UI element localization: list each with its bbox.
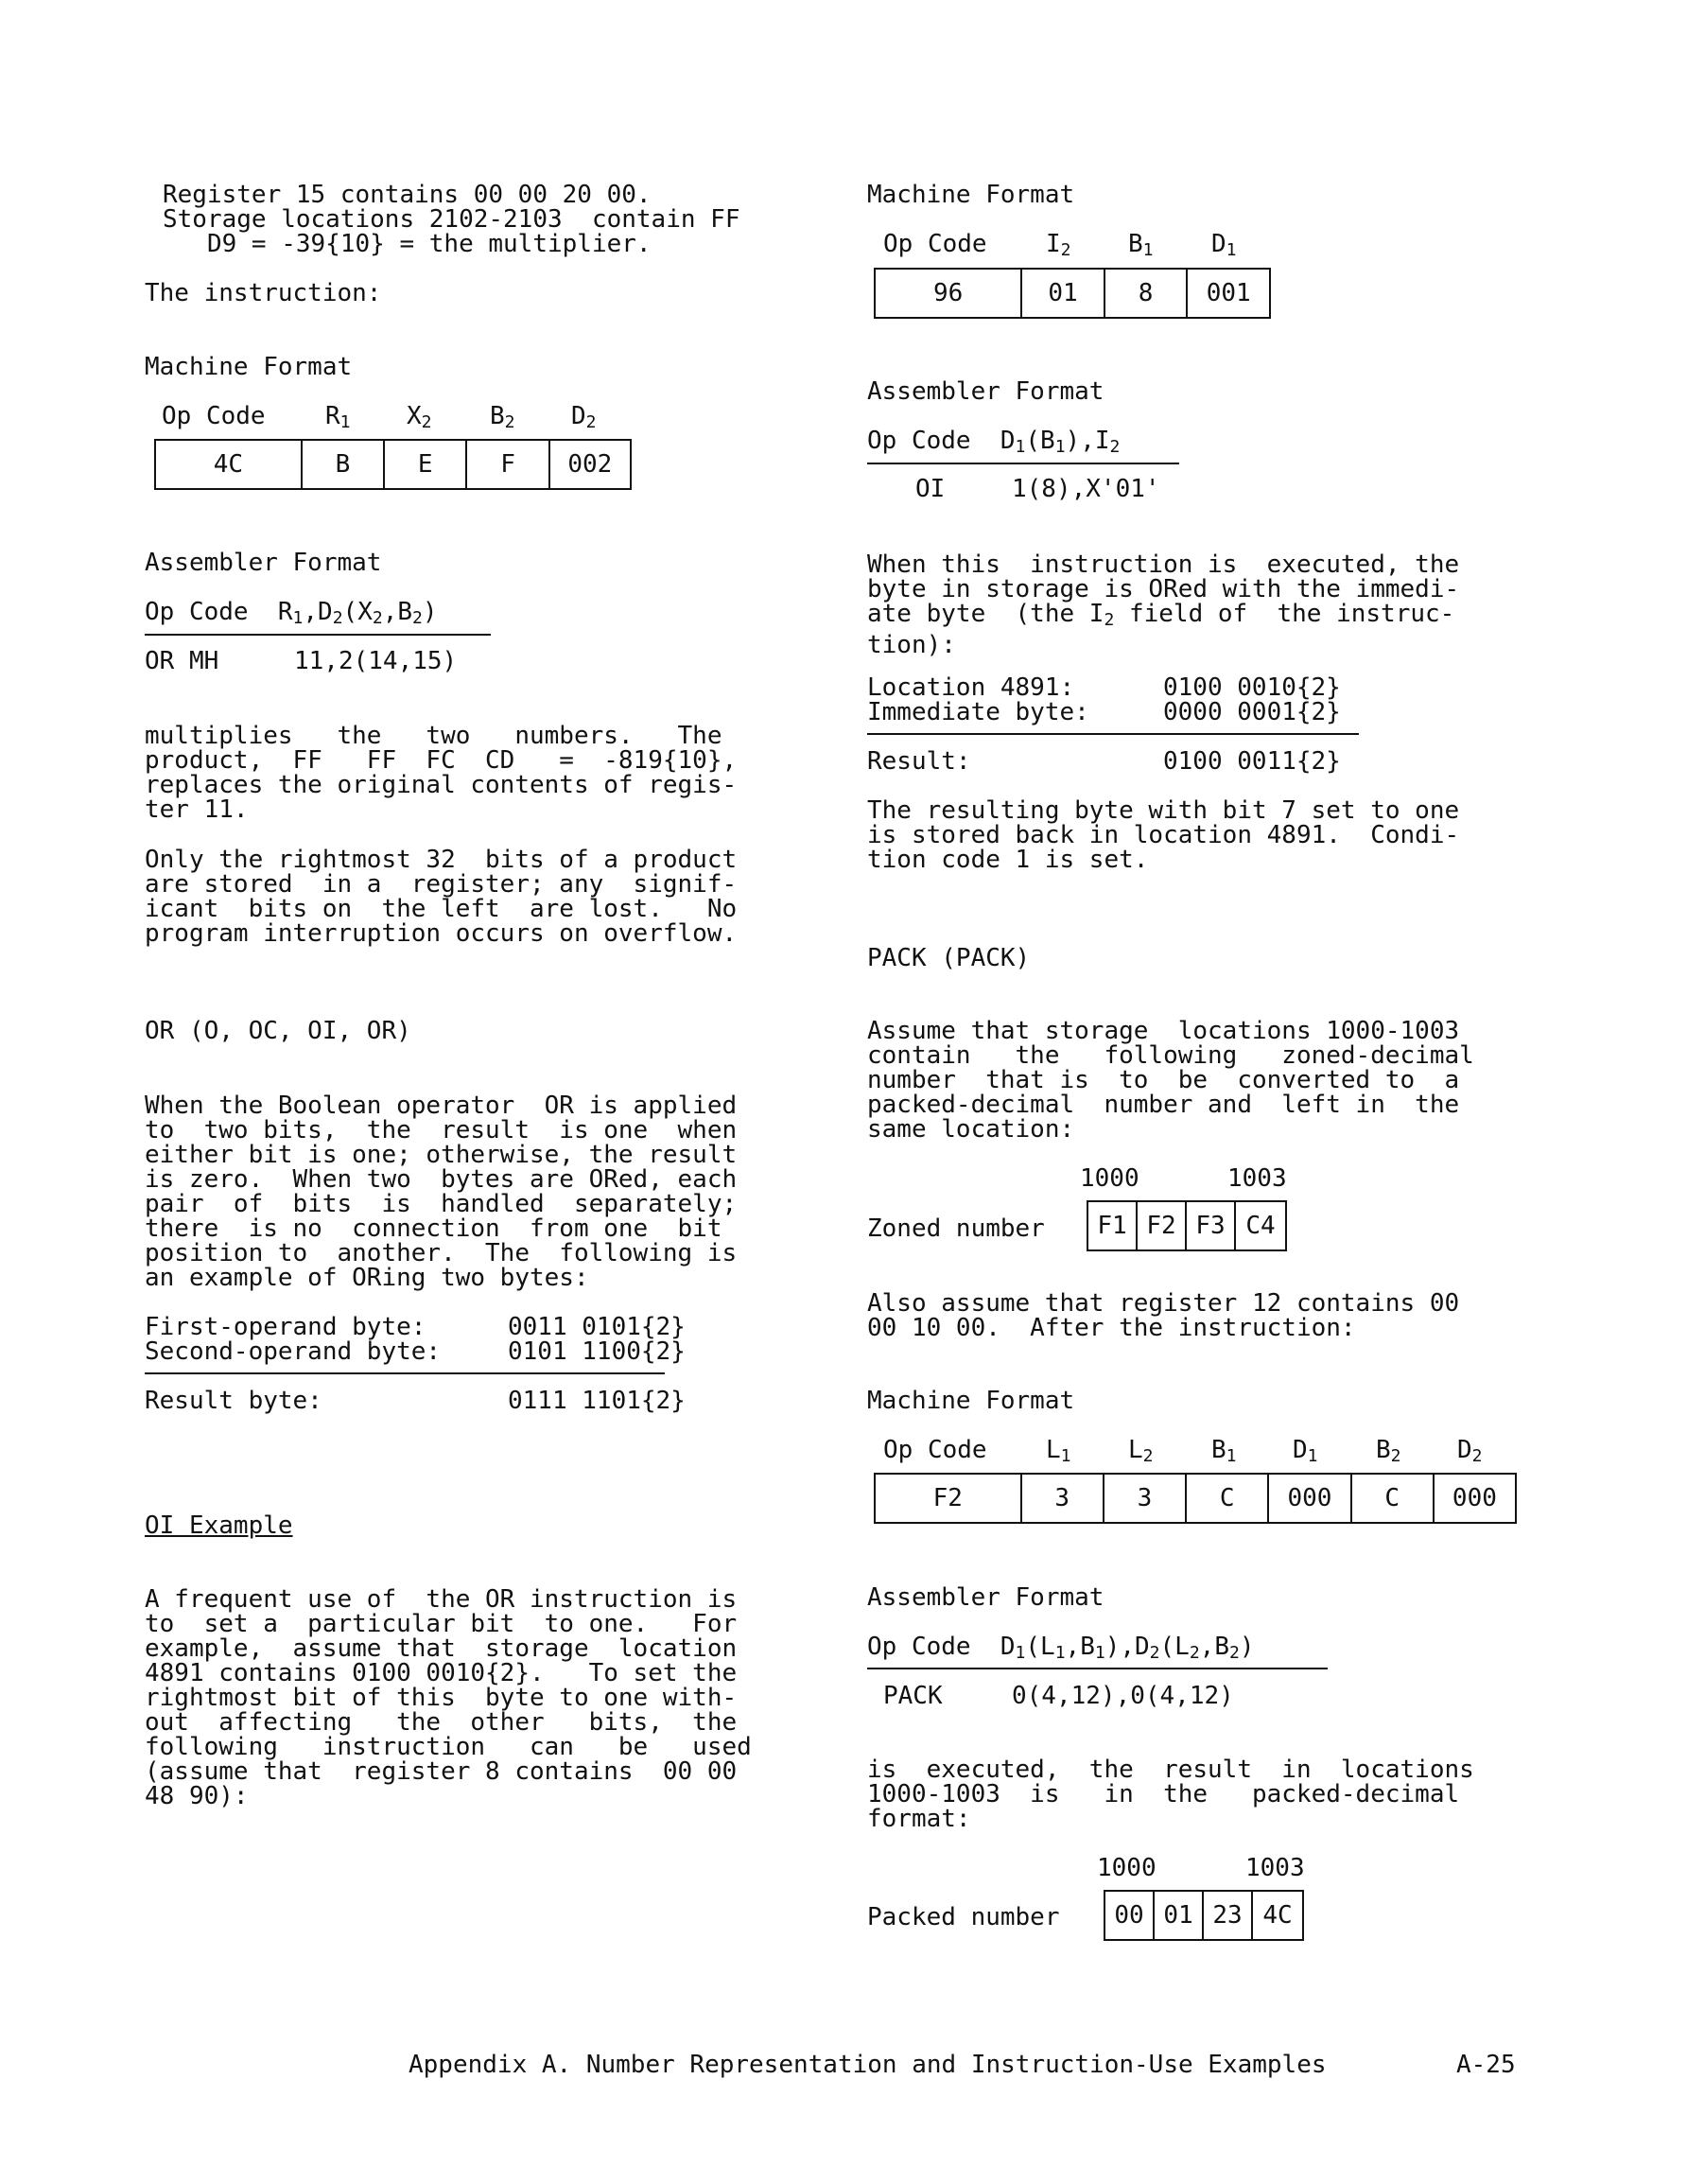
pack-section-heading: PACK (PACK)	[867, 944, 1031, 972]
pack-asm-header: Op Code $D_1(L_1,B_1),D_2(L_2,B_2)$	[867, 1633, 1255, 1663]
asm-part: ),D	[1104, 1633, 1150, 1661]
text-line: 1000-1003 is in the packed-decimal	[867, 1780, 1460, 1808]
loc-value: 0100 0010{2}	[1163, 673, 1341, 702]
field-letter: L	[1128, 1436, 1143, 1464]
pack-asm-operands: 0(4,12),0(4,12)	[1012, 1682, 1234, 1710]
mh-field-opcode: Op Code	[162, 402, 266, 430]
oi-cell-b1: 8	[1105, 270, 1189, 317]
text-line: contain the following zoned-decimal	[867, 1041, 1474, 1070]
packed-addr-end: 1003	[1245, 1854, 1305, 1882]
intro-line: D9 = -39{10} = the multiplier.	[163, 230, 652, 258]
or-result-rule	[145, 1372, 665, 1374]
asm-part: ,D	[303, 598, 333, 626]
text-line: out affecting the other bits, the	[145, 1708, 738, 1737]
pack-machine-format-box	[874, 1473, 1517, 1524]
packed-cell: 00	[1105, 1892, 1155, 1939]
oi-example-heading: OI Example	[145, 1511, 293, 1540]
imm-label: Immediate byte:	[867, 698, 1089, 726]
mh-asm-op: OR MH	[145, 647, 219, 675]
mh-field-d2: $D_2$	[571, 402, 597, 432]
pack-field-d1: $D_1$	[1293, 1436, 1318, 1466]
text-line: byte in storage is ORed with the immedi-	[867, 575, 1460, 603]
pack-cell-d1: 000	[1269, 1475, 1351, 1522]
packed-cell: 4C	[1262, 1901, 1293, 1930]
text-line: are stored in a register; any signif-	[145, 870, 738, 899]
or-section-heading: OR (O, OC, OI, OR)	[145, 1017, 411, 1045]
text-line: When this instruction is executed, the	[867, 550, 1460, 579]
text-line: When the Boolean operator OR is applied	[145, 1092, 738, 1120]
asm-part: )	[1239, 1633, 1255, 1661]
text-line: number that is to be converted to a	[867, 1066, 1460, 1094]
text-line: ter 11.	[145, 795, 249, 824]
mh-machine-format-box	[154, 439, 632, 490]
text-line: multiplies the two numbers. The	[145, 722, 722, 750]
asm-part: (L	[1025, 1633, 1055, 1661]
asm-part: (X	[342, 598, 373, 626]
text-line: product, FF FF FC CD = -819{10},	[145, 746, 738, 775]
oi-cell-d1: 001	[1206, 279, 1251, 307]
field-letter: B	[1211, 1436, 1226, 1464]
packed-cell: 01	[1155, 1892, 1204, 1939]
mh-cell-d2: 002	[567, 450, 613, 479]
or-second-value: 0101 1100{2}	[508, 1337, 686, 1366]
mh-field-r1: $R_1$	[325, 402, 351, 432]
oi-machine-format-title: Machine Format	[867, 181, 1075, 209]
loc-label: Location 4891:	[867, 673, 1075, 702]
text-line: there is no connection from one bit	[145, 1214, 722, 1243]
text-line: replaces the original contents of regis-	[145, 771, 738, 799]
pack-field-b2: $B_2$	[1376, 1436, 1401, 1466]
text-line: Also assume that register 12 contains 00	[867, 1289, 1460, 1318]
text-line: is executed, the result in locations	[867, 1756, 1474, 1784]
pack-cell-b2: C	[1352, 1475, 1435, 1522]
or-result-value: 0111 1101{2}	[508, 1387, 686, 1415]
zoned-addr-start: 1000	[1080, 1164, 1139, 1193]
text-line: ate byte (the $I_2$ field of the instruc-	[867, 600, 1455, 630]
oi-field-i2: $I_2$	[1046, 230, 1071, 260]
pack-asm-rule	[867, 1668, 1328, 1669]
zoned-number-box	[1087, 1200, 1287, 1251]
oi-field-opcode: Op Code	[883, 230, 987, 258]
oi-result-rule	[867, 733, 1359, 735]
text-line: to set a particular bit to one. For	[145, 1610, 738, 1638]
mh-cell-r1: B	[303, 441, 385, 488]
text-line: either bit is one; otherwise, the result	[145, 1141, 738, 1169]
or-result-label: Result byte:	[145, 1387, 322, 1415]
text-line: rightmost bit of this byte to one with-	[145, 1684, 738, 1712]
asm-part: ,B	[1065, 1633, 1095, 1661]
pack-cell-opcode: F2	[876, 1475, 1022, 1522]
pack-asm-op: PACK	[883, 1682, 943, 1710]
mh-result-paragraph	[145, 724, 737, 822]
asm-part: ),I	[1065, 427, 1110, 455]
field-letter: D	[1293, 1436, 1308, 1464]
pack-result-paragraph	[867, 1757, 1474, 1831]
packed-addr-start: 1000	[1097, 1854, 1157, 1882]
asm-part: D	[1000, 1633, 1016, 1661]
packed-number-box	[1104, 1890, 1304, 1941]
pack-field-b1: $B_1$	[1211, 1436, 1237, 1466]
text-line: Only the rightmost 32 bits of a product	[145, 846, 738, 874]
reg12-paragraph	[867, 1291, 1459, 1340]
field-letter: B	[1376, 1436, 1391, 1464]
footer-title: Appendix A. Number Representation and Instruction-Use Examples	[409, 2051, 1327, 2079]
mh-field-x2: $X_2$	[407, 402, 432, 432]
pack-cell-l2: 3	[1104, 1475, 1187, 1522]
res-value: 0100 0011{2}	[1163, 747, 1341, 776]
packed-cell: 23	[1204, 1892, 1253, 1939]
text-line: an example of ORing two bytes:	[145, 1264, 589, 1292]
pack-cell-b1: C	[1187, 1475, 1269, 1522]
instruction-label: The instruction:	[145, 279, 382, 307]
field-letter: X	[407, 402, 422, 430]
oi-paragraph	[145, 1587, 752, 1808]
text-line: The resulting byte with bit 7 set to one	[867, 796, 1460, 825]
text-line: program interruption occurs on overflow.	[145, 919, 738, 948]
text-line: (assume that register 8 contains 00 00	[145, 1757, 738, 1786]
field-letter: D	[571, 402, 586, 430]
text-line: following instruction can be used	[145, 1733, 752, 1761]
pack-field-l1: $L_1$	[1046, 1436, 1071, 1466]
oi-asm-operands: 1(8),X'01'	[1012, 475, 1160, 503]
oi-after-paragraph	[867, 798, 1459, 872]
oi-cell-opcode: 96	[876, 270, 1022, 317]
mh-asm-operands: 11,2(14,15)	[294, 647, 458, 675]
or-first-label: First-operand byte:	[145, 1313, 426, 1341]
oi-field-b1: $B_1$	[1128, 230, 1154, 260]
asm-opcode-col: Op Code	[867, 1633, 971, 1661]
zoned-cell: F3	[1187, 1202, 1236, 1249]
or-first-value: 0011 0101{2}	[508, 1313, 686, 1341]
text-line: pair of bits is handled separately;	[145, 1190, 738, 1218]
pack-paragraph	[867, 1019, 1474, 1142]
text-line: icant bits on the left are lost. No	[145, 895, 738, 923]
zoned-cell: F2	[1138, 1202, 1187, 1249]
pack-cell-l1: 3	[1022, 1475, 1104, 1522]
text-line: 00 10 00. After the instruction:	[867, 1314, 1356, 1342]
mh-assembler-format-title: Assembler Format	[145, 549, 382, 577]
text-line: example, assume that storage location	[145, 1634, 738, 1663]
zoned-cell: F1	[1088, 1202, 1138, 1249]
oi-field-d1: $D_1$	[1211, 230, 1237, 260]
res-label: Result:	[867, 747, 971, 776]
asm-part: D	[1000, 427, 1016, 455]
pack-field-d2: $D_2$	[1457, 1436, 1483, 1466]
imm-value: 0000 0001{2}	[1163, 698, 1341, 726]
asm-part: )	[422, 598, 438, 626]
mh-cell-x2: E	[385, 441, 467, 488]
mh-cell-opcode: 4C	[156, 441, 303, 488]
field-letter: D	[1457, 1436, 1472, 1464]
field-letter: D	[1211, 230, 1226, 258]
text-part: field of the instruc-	[1114, 600, 1455, 628]
oi-machine-format-box	[874, 268, 1271, 319]
asm-opcode-col: Op Code	[145, 598, 249, 626]
pack-cell-d2: 000	[1452, 1484, 1497, 1512]
asm-part: ,B	[382, 598, 413, 626]
text-line: is stored back in location 4891. Condi-	[867, 821, 1460, 849]
zoned-cell: C4	[1245, 1212, 1276, 1240]
field-letter: L	[1046, 1436, 1061, 1464]
asm-part: (B	[1025, 427, 1055, 455]
packed-label: Packed number	[867, 1903, 1060, 1931]
oi-asm-op: OI	[915, 475, 946, 503]
text-line: same location:	[867, 1115, 1075, 1144]
mh-note-paragraph	[145, 847, 737, 946]
mh-asm-rule	[145, 634, 491, 636]
text-line: tion):	[867, 631, 956, 659]
text-part: ate byte (the I	[867, 600, 1104, 628]
field-letter: B	[1128, 230, 1143, 258]
oi-exec-paragraph	[867, 552, 1459, 657]
oi-asm-rule	[867, 463, 1179, 464]
zoned-addr-end: 1003	[1227, 1164, 1287, 1193]
text-line: is zero. When two bytes are ORed, each	[145, 1165, 738, 1194]
asm-part: (L	[1159, 1633, 1190, 1661]
text-line: position to another. The following is	[145, 1239, 738, 1267]
oi-asm-header: Op Code $D_1(B_1),I_2$	[867, 427, 1121, 457]
footer-page-number: A-25	[1456, 2051, 1516, 2079]
or-paragraph	[145, 1093, 737, 1290]
oi-cell-i2: 01	[1022, 270, 1105, 317]
text-line: Assume that storage locations 1000-1003	[867, 1017, 1460, 1045]
mh-field-b2: $B_2$	[490, 402, 515, 432]
pack-field-l2: $L_2$	[1128, 1436, 1154, 1466]
mh-asm-header: Op Code $R_1,D_2(X_2,B_2)$	[145, 598, 438, 628]
mh-machine-format-title: Machine Format	[145, 353, 353, 381]
pack-machine-format-title: Machine Format	[867, 1387, 1075, 1415]
text-line: format:	[867, 1805, 971, 1833]
text-line: to two bits, the result is one when	[145, 1116, 738, 1144]
zoned-label: Zoned number	[867, 1214, 1045, 1243]
intro-line: Register 15 contains 00 00 20 00.	[163, 181, 652, 209]
asm-opcode-col: Op Code	[867, 427, 971, 455]
or-second-label: Second-operand byte:	[145, 1337, 442, 1366]
field-letter: B	[490, 402, 505, 430]
field-letter: I	[1046, 230, 1061, 258]
oi-assembler-format-title: Assembler Format	[867, 377, 1104, 406]
text-line: 4891 contains 0100 0010{2}. To set the	[145, 1659, 738, 1687]
mh-cell-b2: F	[467, 441, 549, 488]
pack-field-opcode: Op Code	[883, 1436, 987, 1464]
text-line: A frequent use of the OR instruction is	[145, 1585, 738, 1614]
text-line: packed-decimal number and left in the	[867, 1091, 1460, 1119]
field-letter: R	[325, 402, 340, 430]
pack-assembler-format-title: Assembler Format	[867, 1583, 1104, 1612]
text-line: tion code 1 is set.	[867, 846, 1149, 874]
asm-part: ,B	[1199, 1633, 1229, 1661]
intro-paragraph	[163, 183, 739, 256]
intro-line: Storage locations 2102-2103 contain FF	[163, 205, 740, 234]
text-line: 48 90):	[145, 1782, 249, 1810]
asm-part: R	[277, 598, 293, 626]
